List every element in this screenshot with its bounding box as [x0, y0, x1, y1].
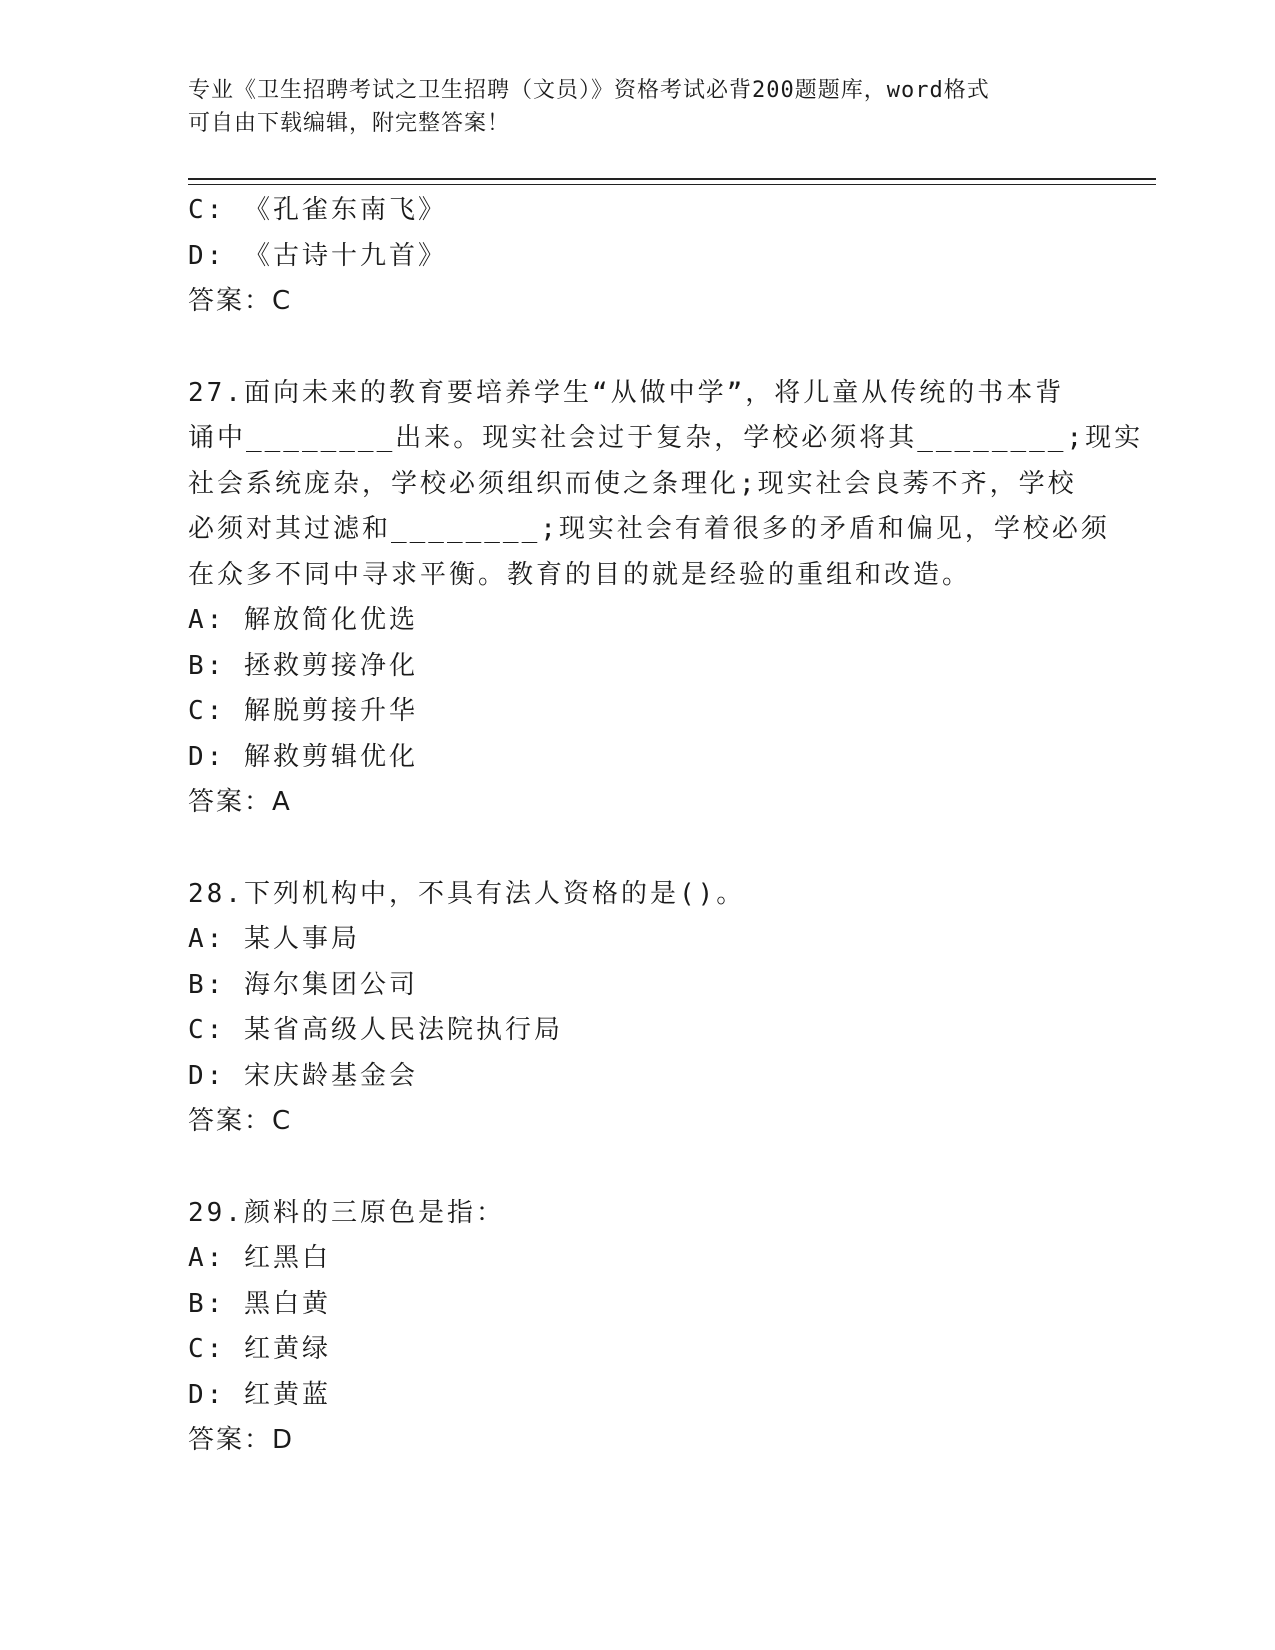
question-text-line-2: 诵中________出来。现实社会过于复杂，学校必须将其________;现实	[188, 423, 1144, 453]
answer-line: 答案：A	[188, 787, 292, 817]
option-c: C: 解脱剪接升华	[188, 696, 418, 726]
question-text: 29.颜料的三原色是指：	[188, 1197, 505, 1228]
option-d: D: 宋庆龄基金会	[188, 1060, 418, 1091]
option-d: D: 红黄蓝	[188, 1379, 331, 1410]
question-text-line-5: 在众多不同中寻求平衡。教育的目的就是经验的重组和改造。	[188, 559, 972, 590]
question-block-27	[188, 371, 1144, 826]
answer-line: 答案：D	[188, 1425, 295, 1455]
header-divider-thin	[188, 184, 1156, 185]
option-a: A: 某人事局	[188, 924, 360, 954]
option-a: A: 解放简化优选	[188, 605, 418, 635]
option-c: C: 《孔雀东南飞》	[188, 195, 447, 225]
question-text: 28.下列机构中，不具有法人资格的是()。	[188, 878, 746, 909]
question-block-26	[188, 188, 1088, 325]
option-b: B: 黑白黄	[188, 1288, 331, 1319]
question-spacer	[188, 325, 1088, 371]
answer-line: 答案：C	[188, 286, 293, 316]
document-header	[188, 74, 1088, 140]
question-spacer	[188, 826, 1088, 872]
option-b: B: 拯救剪接净化	[188, 650, 418, 681]
option-b: B: 海尔集团公司	[188, 969, 418, 1000]
question-text-line-1: 27.面向未来的教育要培养学生“从做中学”，将儿童从传统的书本背	[188, 377, 1065, 408]
header-divider-thick	[188, 178, 1156, 180]
option-d: D: 解救剪辑优化	[188, 741, 418, 772]
question-text-line-4: 必须对其过滤和________;现实社会有着很多的矛盾和偏见，学校必须	[188, 514, 1110, 544]
question-list	[188, 188, 1144, 1464]
answer-line: 答案：C	[188, 1106, 293, 1136]
question-block-29	[188, 1191, 1088, 1464]
question-spacer	[188, 1145, 1088, 1191]
question-block-28	[188, 872, 1088, 1145]
option-c: C: 红黄绿	[188, 1334, 331, 1364]
question-text-line-3: 社会系统庞杂，学校必须组织而使之条理化;现实社会良莠不齐，学校	[188, 468, 1077, 499]
header-line-1: 专业《卫生招聘考试之卫生招聘（文员）》资格考试必背200题题库，word格式	[188, 78, 990, 103]
option-a: A: 红黑白	[188, 1243, 331, 1273]
option-c: C: 某省高级人民法院执行局	[188, 1015, 563, 1045]
option-d: D: 《古诗十九首》	[188, 240, 447, 271]
header-line-2: 可自由下载编辑，附完整答案！	[188, 111, 511, 136]
